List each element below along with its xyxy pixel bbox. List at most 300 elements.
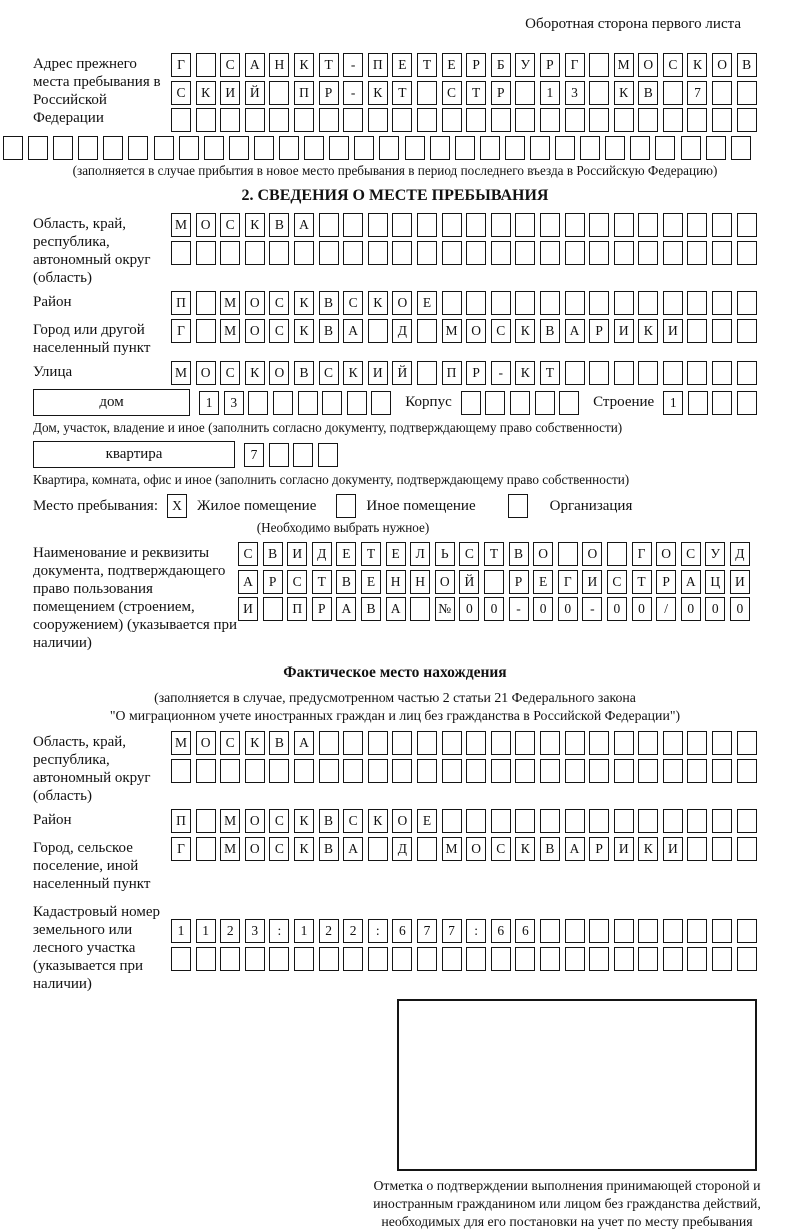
char-cell[interactable] [589,291,609,315]
char-cell[interactable]: 3 [224,391,244,415]
char-cell[interactable]: И [663,837,683,861]
char-cell[interactable]: 0 [607,597,627,621]
char-cell[interactable] [171,947,191,971]
char-cell[interactable]: П [171,809,191,833]
char-cell[interactable]: Р [319,81,339,105]
char-cell[interactable]: О [196,361,216,385]
char-cell[interactable] [737,81,757,105]
char-cell[interactable]: У [705,542,725,566]
char-cell[interactable]: В [319,809,339,833]
char-cell[interactable] [712,837,732,861]
char-cell[interactable] [171,241,191,265]
char-cell[interactable] [279,136,299,160]
char-cell[interactable] [638,213,658,237]
char-cell[interactable] [417,108,437,132]
char-cell[interactable] [245,241,265,265]
char-cell[interactable] [687,108,707,132]
char-cell[interactable] [196,947,216,971]
char-cell[interactable] [663,947,683,971]
char-cell[interactable]: М [614,53,634,77]
char-cell[interactable] [565,361,585,385]
char-cell[interactable]: П [442,361,462,385]
char-cell[interactable] [737,291,757,315]
char-cell[interactable] [417,361,437,385]
char-cell[interactable]: О [245,837,265,861]
char-cell[interactable]: Е [392,53,412,77]
char-cell[interactable]: М [220,809,240,833]
char-cell[interactable] [417,947,437,971]
char-cell[interactable] [220,108,240,132]
char-cell[interactable] [614,759,634,783]
char-cell[interactable]: С [220,731,240,755]
char-cell[interactable] [273,391,293,415]
char-cell[interactable] [294,241,314,265]
char-cell[interactable] [515,947,535,971]
char-cell[interactable] [663,809,683,833]
char-cell[interactable] [565,731,585,755]
char-cell[interactable]: 6 [392,919,412,943]
char-cell[interactable] [515,809,535,833]
char-cell[interactable] [293,443,313,467]
char-cell[interactable]: А [565,319,585,343]
char-cell[interactable]: И [663,319,683,343]
char-cell[interactable] [491,809,511,833]
char-cell[interactable]: Р [312,597,332,621]
char-cell[interactable] [347,391,367,415]
char-cell[interactable] [491,241,511,265]
char-cell[interactable]: В [638,81,658,105]
char-cell[interactable] [485,391,505,415]
char-cell[interactable]: Б [491,53,511,77]
char-cell[interactable] [154,136,174,160]
char-cell[interactable] [712,213,732,237]
char-cell[interactable] [712,731,732,755]
char-cell[interactable]: В [361,597,381,621]
char-cell[interactable] [515,108,535,132]
char-cell[interactable] [368,837,388,861]
char-cell[interactable]: В [509,542,529,566]
char-cell[interactable] [663,81,683,105]
char-cell[interactable]: К [196,81,216,105]
char-cell[interactable]: 1 [540,81,560,105]
char-cell[interactable]: К [294,291,314,315]
char-cell[interactable]: Е [386,542,406,566]
char-cell[interactable]: О [245,809,265,833]
char-cell[interactable] [220,759,240,783]
char-cell[interactable] [663,361,683,385]
char-cell[interactable] [687,213,707,237]
char-cell[interactable]: 0 [681,597,701,621]
char-cell[interactable]: - [343,81,363,105]
char-cell[interactable] [392,947,412,971]
char-cell[interactable]: Е [417,809,437,833]
char-cell[interactable]: Т [361,542,381,566]
char-cell[interactable] [535,391,555,415]
char-cell[interactable]: О [466,319,486,343]
char-cell[interactable] [607,542,627,566]
char-cell[interactable] [103,136,123,160]
char-cell[interactable] [343,241,363,265]
char-cell[interactable] [368,241,388,265]
char-cell[interactable] [392,731,412,755]
char-cell[interactable]: 0 [558,597,578,621]
char-cell[interactable] [319,731,339,755]
char-cell[interactable] [687,947,707,971]
char-cell[interactable] [515,291,535,315]
char-cell[interactable]: Й [459,570,479,594]
char-cell[interactable]: А [386,597,406,621]
char-cell[interactable]: 0 [705,597,725,621]
char-cell[interactable]: О [392,809,412,833]
char-cell[interactable]: И [582,570,602,594]
char-cell[interactable] [712,919,732,943]
checkbox-organization[interactable] [508,494,528,518]
char-cell[interactable]: И [287,542,307,566]
char-cell[interactable] [480,136,500,160]
char-cell[interactable] [294,759,314,783]
char-cell[interactable]: К [294,837,314,861]
char-cell[interactable] [254,136,274,160]
char-cell[interactable]: В [263,542,283,566]
char-cell[interactable] [466,291,486,315]
char-cell[interactable]: 2 [220,919,240,943]
char-cell[interactable] [128,136,148,160]
char-cell[interactable] [737,919,757,943]
char-cell[interactable] [655,136,675,160]
char-cell[interactable]: А [343,319,363,343]
char-cell[interactable]: 6 [491,919,511,943]
char-cell[interactable] [245,759,265,783]
char-cell[interactable]: Г [558,570,578,594]
char-cell[interactable] [417,319,437,343]
char-cell[interactable]: К [245,361,265,385]
char-cell[interactable] [638,291,658,315]
char-cell[interactable] [204,136,224,160]
char-cell[interactable] [737,241,757,265]
char-cell[interactable]: А [245,53,265,77]
apartment-type-box[interactable] [33,441,235,468]
char-cell[interactable]: В [269,213,289,237]
char-cell[interactable] [687,837,707,861]
char-cell[interactable] [737,319,757,343]
char-cell[interactable] [515,241,535,265]
char-cell[interactable] [343,213,363,237]
char-cell[interactable]: К [343,361,363,385]
char-cell[interactable]: В [294,361,314,385]
char-cell[interactable]: О [638,53,658,77]
char-cell[interactable]: К [638,837,658,861]
checkbox-other-premises[interactable] [336,494,356,518]
char-cell[interactable] [53,136,73,160]
char-cell[interactable]: А [238,570,258,594]
char-cell[interactable]: Р [509,570,529,594]
char-cell[interactable]: В [737,53,757,77]
char-cell[interactable] [515,759,535,783]
char-cell[interactable]: М [171,361,191,385]
char-cell[interactable]: М [171,213,191,237]
char-cell[interactable] [491,731,511,755]
char-cell[interactable]: Т [319,53,339,77]
char-cell[interactable]: С [220,213,240,237]
char-cell[interactable] [589,361,609,385]
char-cell[interactable] [322,391,342,415]
char-cell[interactable]: С [343,809,363,833]
char-cell[interactable]: И [614,837,634,861]
char-cell[interactable] [737,731,757,755]
char-cell[interactable]: 7 [442,919,462,943]
char-cell[interactable] [515,731,535,755]
char-cell[interactable] [630,136,650,160]
char-cell[interactable] [663,759,683,783]
char-cell[interactable] [565,108,585,132]
char-cell[interactable] [304,136,324,160]
char-cell[interactable] [638,731,658,755]
char-cell[interactable]: Е [442,53,462,77]
char-cell[interactable]: К [515,319,535,343]
char-cell[interactable]: П [287,597,307,621]
char-cell[interactable] [605,136,625,160]
char-cell[interactable]: У [515,53,535,77]
char-cell[interactable]: - [582,597,602,621]
char-cell[interactable]: К [368,291,388,315]
char-cell[interactable] [343,759,363,783]
char-cell[interactable]: Е [533,570,553,594]
char-cell[interactable] [442,108,462,132]
char-cell[interactable]: С [220,53,240,77]
char-cell[interactable] [663,731,683,755]
char-cell[interactable] [248,391,268,415]
char-cell[interactable] [442,947,462,971]
char-cell[interactable] [558,542,578,566]
char-cell[interactable]: Р [589,319,609,343]
char-cell[interactable]: К [614,81,634,105]
char-cell[interactable] [319,241,339,265]
char-cell[interactable] [196,291,216,315]
char-cell[interactable] [589,731,609,755]
char-cell[interactable] [540,241,560,265]
char-cell[interactable]: О [245,319,265,343]
char-cell[interactable] [466,947,486,971]
char-cell[interactable] [171,759,191,783]
char-cell[interactable]: Н [410,570,430,594]
char-cell[interactable] [687,759,707,783]
char-cell[interactable]: О [392,291,412,315]
char-cell[interactable] [540,731,560,755]
char-cell[interactable]: Т [312,570,332,594]
char-cell[interactable]: Н [386,570,406,594]
char-cell[interactable] [229,136,249,160]
char-cell[interactable]: В [336,570,356,594]
char-cell[interactable]: 1 [196,919,216,943]
char-cell[interactable] [269,108,289,132]
char-cell[interactable]: 3 [245,919,265,943]
char-cell[interactable] [737,809,757,833]
char-cell[interactable] [663,291,683,315]
char-cell[interactable] [379,136,399,160]
char-cell[interactable] [179,136,199,160]
char-cell[interactable] [638,947,658,971]
char-cell[interactable] [220,947,240,971]
char-cell[interactable] [614,731,634,755]
char-cell[interactable] [196,241,216,265]
char-cell[interactable] [540,213,560,237]
char-cell[interactable] [638,241,658,265]
char-cell[interactable] [638,361,658,385]
char-cell[interactable]: И [614,319,634,343]
char-cell[interactable] [491,759,511,783]
char-cell[interactable]: С [287,570,307,594]
char-cell[interactable] [442,809,462,833]
char-cell[interactable] [3,136,23,160]
checkbox-residential[interactable]: X [167,494,187,518]
char-cell[interactable] [712,81,732,105]
char-cell[interactable] [455,136,475,160]
char-cell[interactable] [687,291,707,315]
char-cell[interactable] [515,81,535,105]
char-cell[interactable] [712,809,732,833]
char-cell[interactable] [368,213,388,237]
char-cell[interactable] [663,213,683,237]
char-cell[interactable]: С [343,291,363,315]
char-cell[interactable] [737,391,757,415]
char-cell[interactable]: П [294,81,314,105]
char-cell[interactable]: О [196,731,216,755]
char-cell[interactable] [78,136,98,160]
char-cell[interactable] [466,759,486,783]
char-cell[interactable] [417,759,437,783]
char-cell[interactable] [269,241,289,265]
char-cell[interactable] [466,731,486,755]
char-cell[interactable] [368,759,388,783]
char-cell[interactable] [196,53,216,77]
char-cell[interactable] [245,108,265,132]
char-cell[interactable] [737,759,757,783]
char-cell[interactable] [687,319,707,343]
char-cell[interactable]: О [435,570,455,594]
char-cell[interactable]: : [269,919,289,943]
char-cell[interactable] [712,391,732,415]
char-cell[interactable]: Т [632,570,652,594]
char-cell[interactable] [614,361,634,385]
char-cell[interactable] [687,919,707,943]
char-cell[interactable]: 7 [244,443,264,467]
char-cell[interactable] [417,837,437,861]
char-cell[interactable]: Р [466,53,486,77]
char-cell[interactable] [28,136,48,160]
char-cell[interactable] [329,136,349,160]
char-cell[interactable] [565,213,585,237]
char-cell[interactable] [737,361,757,385]
char-cell[interactable] [196,837,216,861]
char-cell[interactable] [294,108,314,132]
char-cell[interactable] [687,361,707,385]
char-cell[interactable]: Ц [705,570,725,594]
char-cell[interactable] [319,759,339,783]
char-cell[interactable]: Е [361,570,381,594]
char-cell[interactable]: О [245,291,265,315]
char-cell[interactable] [442,759,462,783]
char-cell[interactable]: Г [171,53,191,77]
char-cell[interactable]: 0 [533,597,553,621]
char-cell[interactable] [565,759,585,783]
char-cell[interactable] [712,947,732,971]
char-cell[interactable]: С [269,291,289,315]
char-cell[interactable]: 1 [294,919,314,943]
char-cell[interactable] [530,136,550,160]
char-cell[interactable]: О [466,837,486,861]
char-cell[interactable] [196,759,216,783]
char-cell[interactable] [638,108,658,132]
char-cell[interactable] [638,759,658,783]
char-cell[interactable] [442,291,462,315]
char-cell[interactable] [712,241,732,265]
char-cell[interactable] [442,213,462,237]
char-cell[interactable]: Р [491,81,511,105]
char-cell[interactable]: В [540,319,560,343]
char-cell[interactable] [706,136,726,160]
char-cell[interactable]: Т [392,81,412,105]
char-cell[interactable]: С [607,570,627,594]
char-cell[interactable] [638,919,658,943]
char-cell[interactable] [614,947,634,971]
char-cell[interactable]: - [343,53,363,77]
char-cell[interactable]: № [435,597,455,621]
char-cell[interactable]: В [319,291,339,315]
char-cell[interactable]: В [319,837,339,861]
char-cell[interactable] [688,391,708,415]
char-cell[interactable] [269,443,289,467]
char-cell[interactable]: Й [392,361,412,385]
char-cell[interactable]: С [220,361,240,385]
char-cell[interactable] [319,213,339,237]
char-cell[interactable]: Г [171,837,191,861]
char-cell[interactable] [269,947,289,971]
char-cell[interactable] [565,919,585,943]
char-cell[interactable]: М [220,291,240,315]
char-cell[interactable] [368,731,388,755]
char-cell[interactable]: 0 [632,597,652,621]
char-cell[interactable] [540,809,560,833]
char-cell[interactable] [565,241,585,265]
char-cell[interactable]: К [515,837,535,861]
char-cell[interactable]: : [368,919,388,943]
char-cell[interactable]: Т [484,542,504,566]
char-cell[interactable]: Г [632,542,652,566]
char-cell[interactable] [589,947,609,971]
char-cell[interactable] [318,443,338,467]
char-cell[interactable] [589,809,609,833]
char-cell[interactable] [392,108,412,132]
char-cell[interactable]: И [368,361,388,385]
char-cell[interactable]: 0 [459,597,479,621]
char-cell[interactable]: К [687,53,707,77]
char-cell[interactable] [430,136,450,160]
char-cell[interactable]: К [245,213,265,237]
char-cell[interactable] [589,919,609,943]
char-cell[interactable] [343,947,363,971]
char-cell[interactable] [540,947,560,971]
char-cell[interactable] [638,809,658,833]
char-cell[interactable]: 1 [663,391,683,415]
char-cell[interactable]: В [540,837,560,861]
char-cell[interactable] [687,731,707,755]
char-cell[interactable] [589,213,609,237]
char-cell[interactable] [466,213,486,237]
char-cell[interactable]: Ь [435,542,455,566]
char-cell[interactable]: 2 [343,919,363,943]
char-cell[interactable]: 0 [484,597,504,621]
char-cell[interactable]: С [491,319,511,343]
